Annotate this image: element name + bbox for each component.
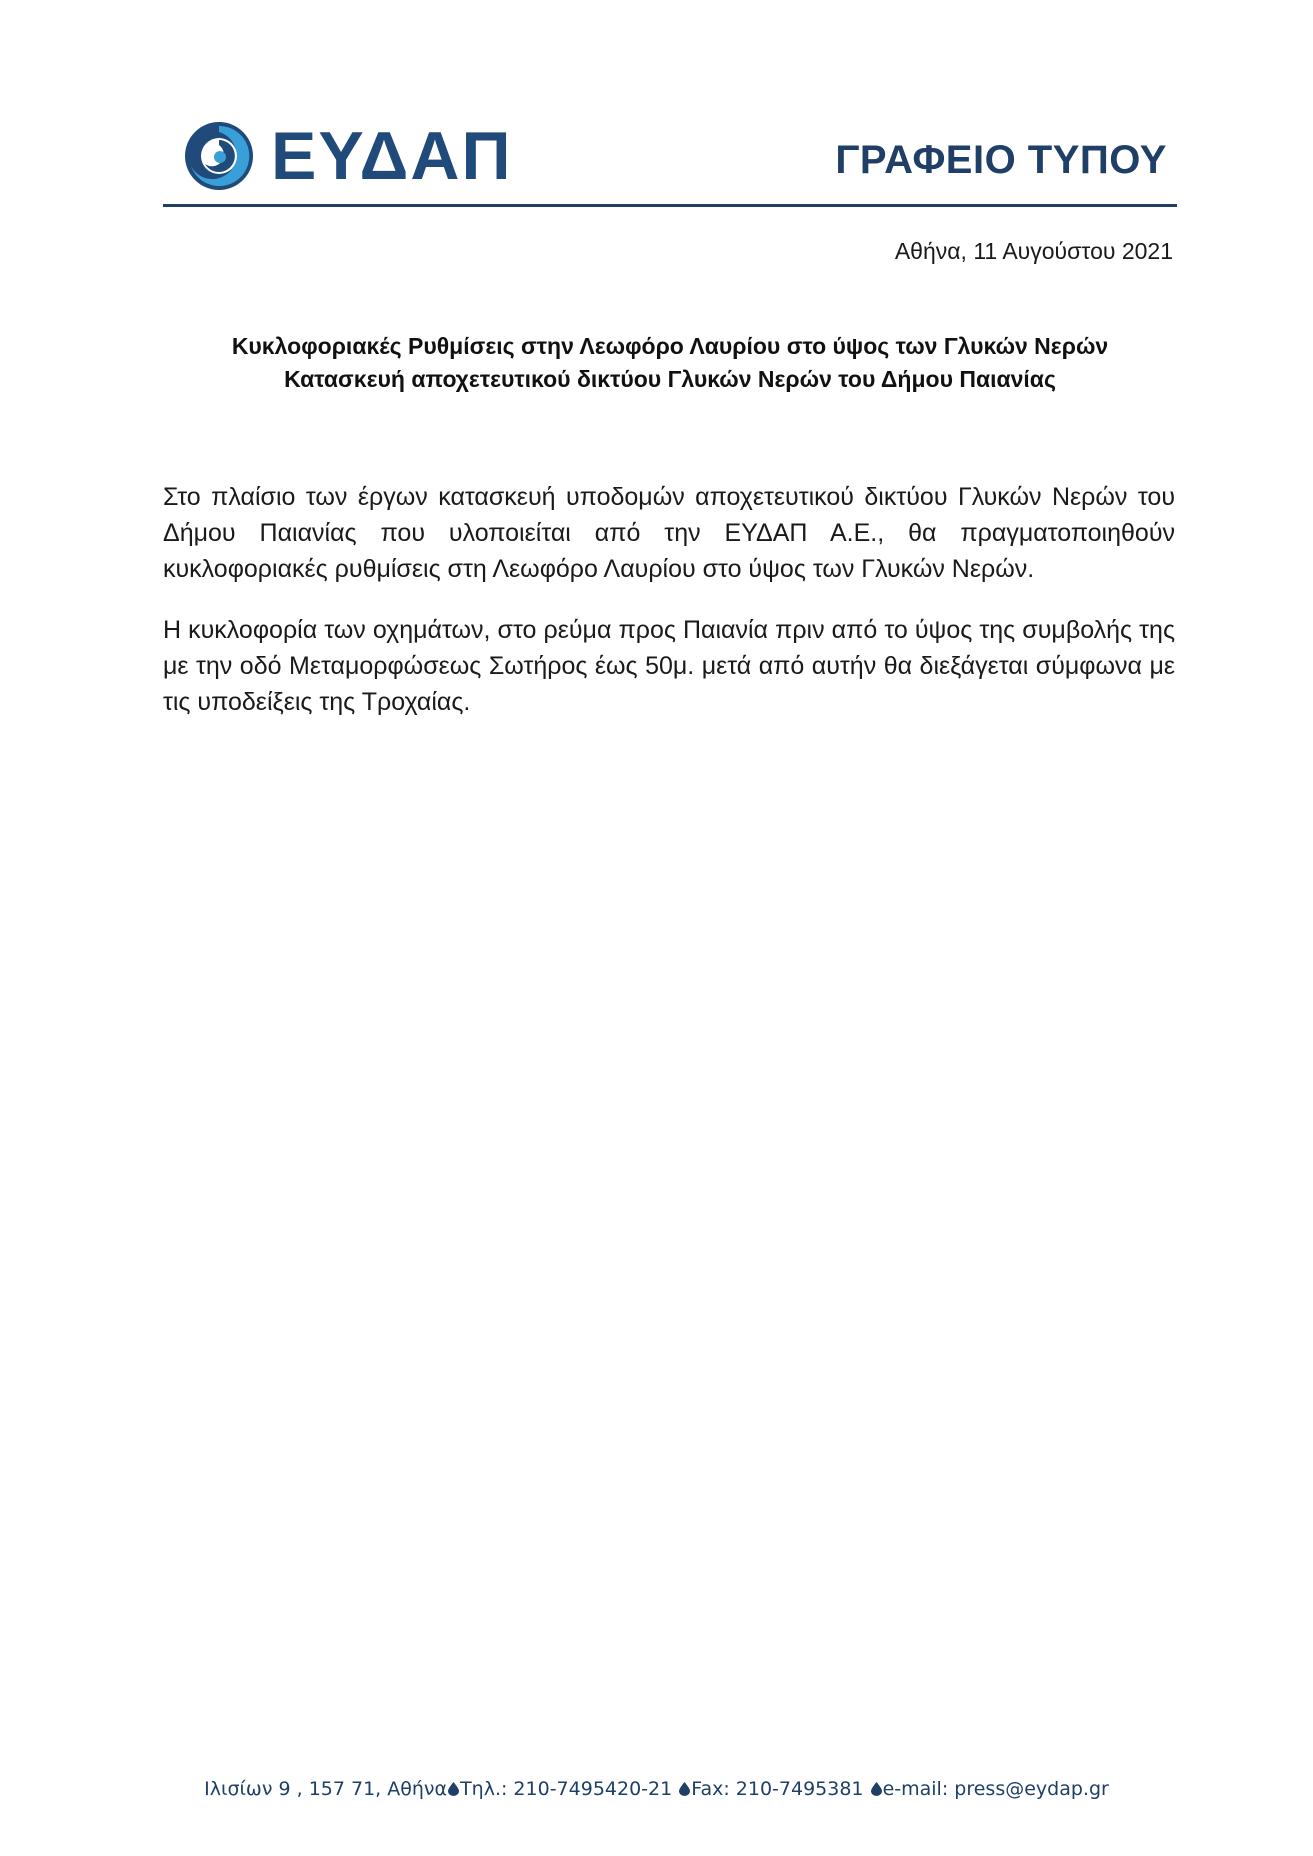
water-drop-icon [448, 1782, 459, 1796]
paragraph-1: Στο πλαίσιο των έργων κατασκευή υποδομών αποχετευτικού δικτύου Γλυκών Νερών του Δήμου Παιανίας που υλοποιείται από την ΕΥΔΑΠ Α.Ε., θα πραγματοποιηθούν κυκλοφοριακές ρυθμίσεις στη Λεωφόρο Λαυρίου στο ύψος των Γλυκών Νερών. [163, 483, 1175, 583]
footer-email[interactable]: e-mail: press@eydap.gr [882, 1778, 1109, 1800]
water-drop-icon [871, 1782, 882, 1796]
headline-line-2: Κατασκευή αποχετευτικού δικτύου Γλυκών Νερών του Δήμου Παιανίας [284, 366, 1056, 392]
footer-phone: Τηλ.: 210-7495420-21 [460, 1778, 673, 1800]
body-text [163, 479, 1175, 745]
document-date: Αθήνα, 11 Αυγούστου 2021 [894, 238, 1173, 264]
footer-fax: Fax: 210-7495381 [691, 1778, 864, 1800]
water-drop-icon [679, 1782, 690, 1796]
footer-contact [0, 1778, 1313, 1800]
footer-address: Ιλισίων 9 , 157 71, Αθήνα [204, 1778, 448, 1800]
logo-wordmark: ΕΥΔΑΠ [271, 118, 513, 194]
headline [163, 330, 1177, 396]
swirl-logo-icon [183, 120, 255, 192]
eydap-logo [183, 116, 513, 196]
paragraph-2: Η κυκλοφορία των οχημάτων, στο ρεύμα προς Παιανία πριν από το ύψος της συμβολής της με την οδό Μεταμορφώσεως Σωτήρος έως 50μ. μετά από αυτήν θα διεξάγεται σύμφωνα με τις υποδείξεις της Τροχαίας. [163, 616, 1175, 716]
headline-line-1: Κυκλοφοριακές Ρυθμίσεις στην Λεωφόρο Λαυρίου στο ύψος των Γλυκών Νερών [231, 333, 1109, 359]
header-divider [163, 204, 1177, 207]
press-office-title: ΓΡΑΦΕΙΟ ΤΥΠΟΥ [835, 138, 1167, 182]
letterhead [163, 108, 1177, 208]
